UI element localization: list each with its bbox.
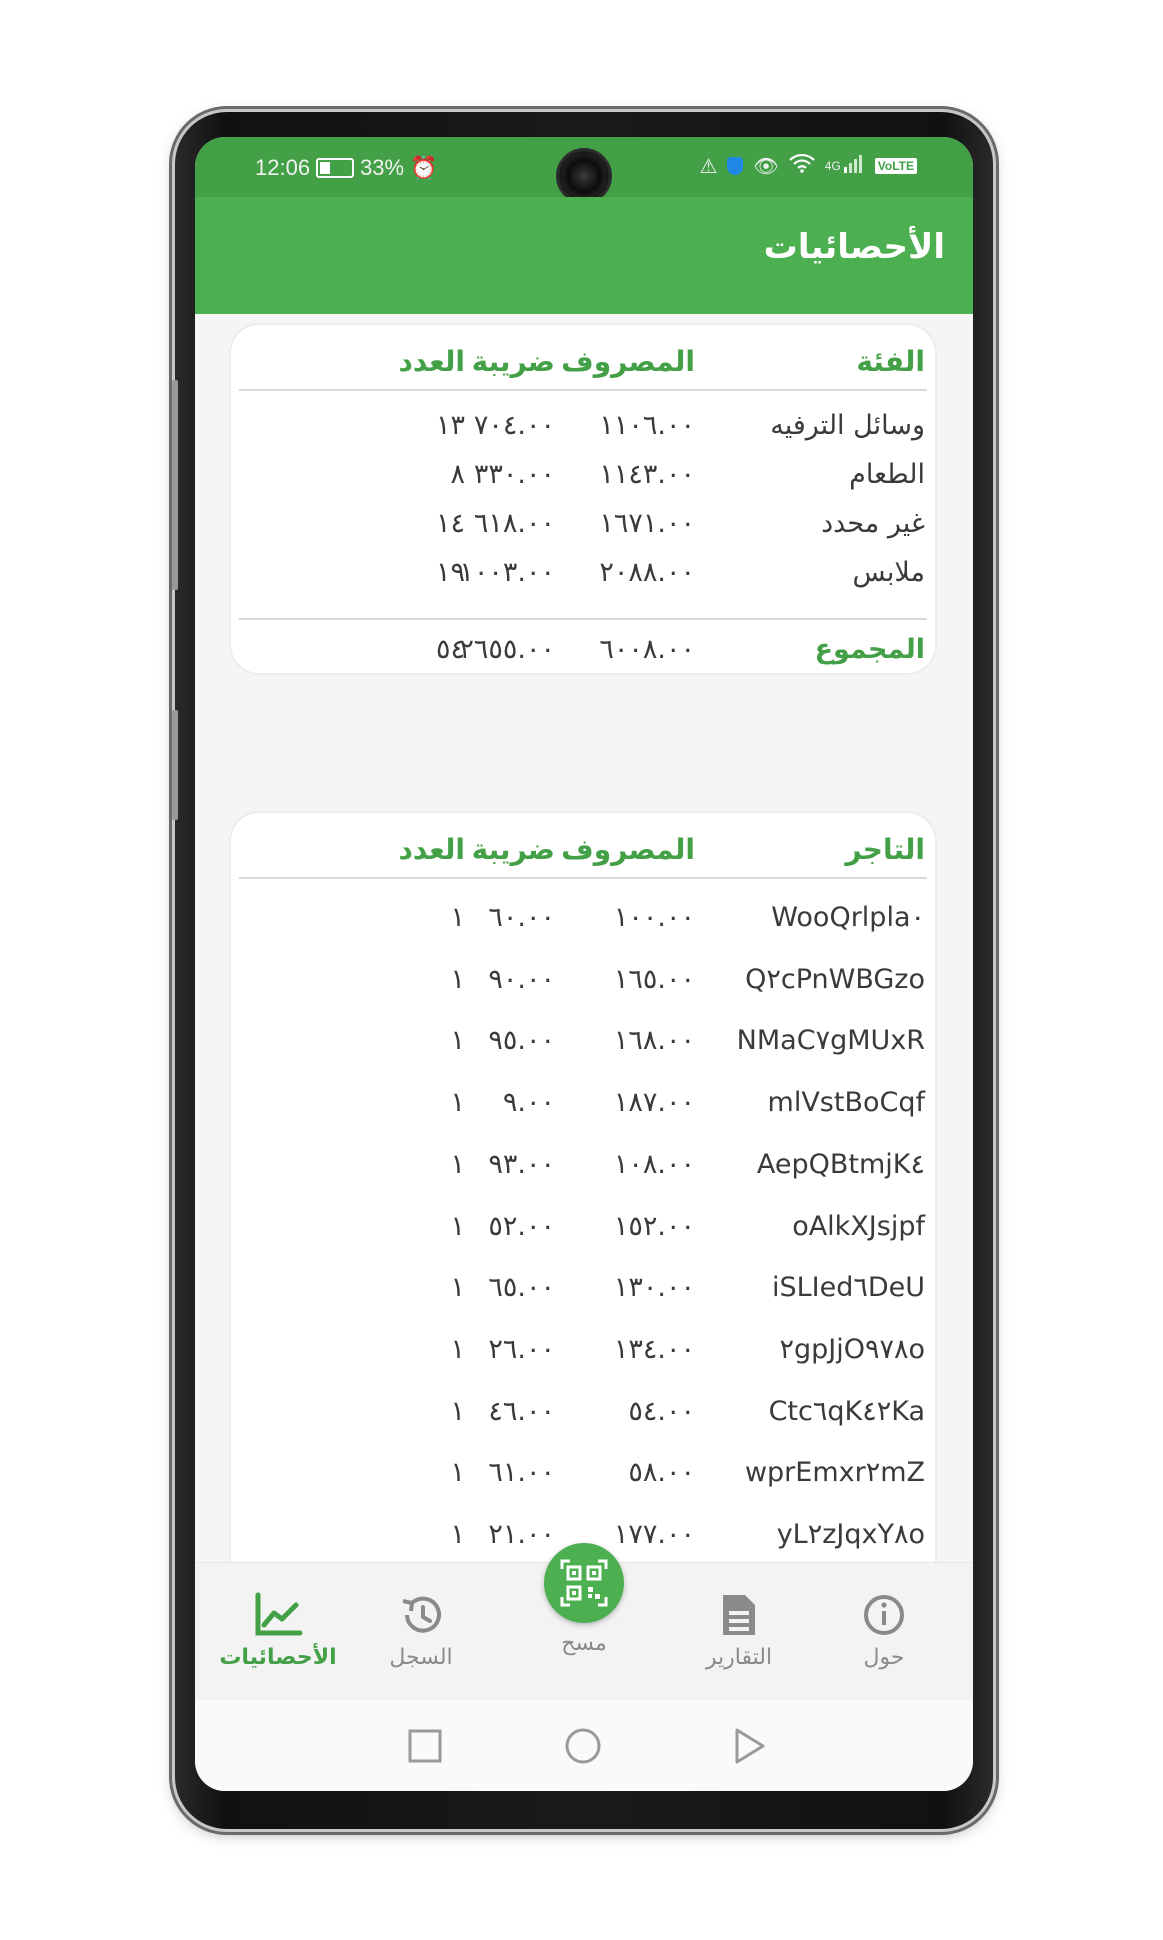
row-tax: ٦٥.٠٠	[488, 1272, 555, 1304]
warning-icon: ⚠	[699, 155, 718, 178]
row-tax: ١٠٠٣.٠٠	[459, 557, 555, 588]
row-name: Ctc٦qK٤٢Ka	[768, 1395, 925, 1427]
nav-label: حول	[863, 1645, 905, 1670]
qr-code-icon	[544, 1543, 624, 1623]
network-type: 4G	[824, 159, 841, 173]
row-name: AepQBtmjK٤	[756, 1148, 925, 1180]
table-row[interactable]	[231, 1263, 935, 1313]
alarm-icon: ⏰	[410, 155, 438, 180]
header-count: العدد	[398, 345, 465, 378]
row-tax: ٦١.٠٠	[488, 1457, 555, 1489]
row-expense: ٥٨.٠٠	[628, 1457, 695, 1489]
table-row[interactable]	[231, 1016, 935, 1066]
signal-icon	[843, 153, 865, 179]
battery-icon	[316, 158, 354, 178]
row-expense: ٥٤.٠٠	[628, 1395, 695, 1427]
row-name: iSLIed٦DeU	[771, 1272, 925, 1304]
row-name: الطعام	[849, 459, 925, 490]
system-nav-bar	[195, 1700, 973, 1791]
battery-level: 33%	[360, 155, 405, 180]
header-tax: ضريبة	[471, 833, 555, 866]
table-row[interactable]	[231, 1202, 935, 1252]
row-count: ١	[450, 902, 465, 933]
nav-reports[interactable]	[674, 1591, 804, 1670]
row-tax: ٩٥.٠٠	[488, 1025, 555, 1057]
row-expense: ١٠٨.٠٠	[613, 1148, 695, 1180]
row-count: ١	[450, 1333, 465, 1365]
volume-button	[172, 380, 178, 590]
row-expense: ١٧٧.٠٠	[613, 1519, 695, 1550]
header-expense: المصروف	[561, 833, 695, 866]
total-tax: ٢٦٥٥.٠٠	[459, 634, 555, 665]
recent-apps-icon[interactable]	[403, 1724, 447, 1768]
row-expense: ١٦٥.٠٠	[613, 963, 695, 995]
nav-label: السجل	[389, 1645, 453, 1670]
row-tax: ٩.٠٠	[502, 1087, 555, 1119]
table-row[interactable]	[231, 1448, 935, 1498]
home-icon[interactable]	[561, 1724, 605, 1768]
row-count: ١٣	[435, 410, 465, 441]
table-row[interactable]	[231, 1078, 935, 1128]
row-expense: ٢٠٨٨.٠٠	[599, 557, 695, 588]
header-count: العدد	[398, 833, 465, 866]
row-tax: ٦١٨.٠٠	[473, 508, 555, 539]
nav-history[interactable]	[356, 1591, 486, 1670]
row-expense: ١٦٨.٠٠	[613, 1025, 695, 1057]
row-expense: ١١٠٦.٠٠	[599, 410, 695, 441]
wifi-icon	[789, 153, 815, 179]
scan-label: مسح	[561, 1631, 607, 1656]
row-expense: ١٣٠.٠٠	[613, 1272, 695, 1304]
header-expense: المصروف	[561, 345, 695, 378]
row-count: ١٤	[435, 508, 465, 539]
front-camera	[559, 151, 609, 201]
row-tax: ٩٠.٠٠	[488, 963, 555, 995]
row-name: wprEmxr٢mZ	[744, 1457, 925, 1489]
category-stats-card	[231, 325, 935, 673]
header-divider	[239, 877, 927, 879]
row-name: ملابس	[852, 557, 925, 588]
history-icon	[397, 1591, 445, 1639]
row-name: NMaC٧gMUxR	[736, 1025, 925, 1057]
table-row[interactable]	[231, 499, 935, 549]
row-count: ١	[450, 1457, 465, 1489]
row-tax: ٢٦.٠٠	[488, 1333, 555, 1365]
row-count: ١	[450, 1025, 465, 1057]
status-right	[699, 153, 917, 179]
table-row[interactable]	[231, 450, 935, 500]
eye-icon: 👁	[753, 155, 779, 178]
row-name: oAlkXJsjpf	[792, 1210, 925, 1242]
row-tax: ٩٣.٠٠	[488, 1148, 555, 1180]
back-icon[interactable]	[727, 1724, 771, 1768]
table-row[interactable]	[231, 955, 935, 1005]
row-name: غير محدد	[821, 508, 925, 539]
total-divider	[239, 618, 927, 620]
table-row[interactable]	[231, 893, 935, 943]
row-count: ١	[450, 1272, 465, 1304]
row-name: وسائل الترفيه	[770, 410, 925, 441]
table-row[interactable]	[231, 401, 935, 451]
row-count: ١	[450, 1395, 465, 1427]
total-count: ٥٤	[435, 634, 465, 665]
row-expense: ١١٤٣.٠٠	[599, 459, 695, 490]
report-icon	[719, 1591, 759, 1639]
chart-icon	[252, 1591, 304, 1639]
row-expense: ١٨٧.٠٠	[613, 1087, 695, 1119]
header-category: الفئة	[856, 345, 925, 378]
row-tax: ٧٠٤.٠٠	[473, 410, 555, 441]
power-button	[172, 710, 178, 820]
nav-about[interactable]	[819, 1591, 949, 1670]
row-tax: ٣٣٠.٠٠	[473, 459, 555, 490]
nav-label: الأحصائيات	[219, 1645, 337, 1670]
row-expense: ١٠٠.٠٠	[613, 902, 695, 933]
row-count: ١	[450, 1210, 465, 1242]
row-expense: ١٣٤.٠٠	[613, 1333, 695, 1365]
status-bar	[195, 137, 973, 197]
row-count: ١	[450, 1148, 465, 1180]
total-row	[231, 625, 935, 673]
table-row[interactable]	[231, 1325, 935, 1375]
app-bar	[195, 197, 973, 314]
info-icon	[860, 1591, 908, 1639]
row-name: WooQrlpla٠	[771, 902, 925, 933]
table-row[interactable]	[231, 548, 935, 598]
row-name: yL٢zJqxY٨o	[776, 1519, 925, 1550]
row-name: Q٢cPnWBGzo	[745, 963, 925, 995]
row-tax: ٤٦.٠٠	[488, 1395, 555, 1427]
status-left	[255, 155, 438, 181]
page-title: الأحصائيات	[763, 227, 945, 267]
row-expense: ١٥٢.٠٠	[613, 1210, 695, 1242]
table-header	[231, 825, 935, 875]
row-count: ١	[450, 963, 465, 995]
total-expense: ٦٠٠٨.٠٠	[599, 634, 695, 665]
header-merchant: التاجر	[845, 833, 925, 866]
screen	[195, 137, 973, 1791]
row-count: ١	[450, 1519, 465, 1550]
row-tax: ٦٠.٠٠	[488, 902, 555, 933]
table-row[interactable]	[231, 1387, 935, 1437]
header-tax: ضريبة	[471, 345, 555, 378]
shield-icon	[727, 157, 743, 175]
total-label: المجموع	[814, 634, 925, 665]
row-expense: ١٦٧١.٠٠	[599, 508, 695, 539]
volte-badge: VoLTE	[875, 158, 917, 174]
table-row[interactable]	[231, 1140, 935, 1190]
row-count: ١	[450, 1087, 465, 1119]
clock: 12:06	[255, 155, 311, 180]
row-tax: ٢١.٠٠	[488, 1519, 555, 1550]
table-header	[231, 337, 935, 387]
row-count: ٨	[450, 459, 465, 490]
row-name: ٢gpJjO٩٧٨o	[779, 1333, 925, 1365]
row-count: ١٩	[435, 557, 465, 588]
nav-label: التقارير	[705, 1645, 773, 1670]
nav-stats[interactable]	[213, 1591, 343, 1670]
scan-button[interactable]	[544, 1543, 624, 1623]
header-divider	[239, 389, 927, 391]
row-name: mlVstBoCqf	[767, 1087, 925, 1119]
row-tax: ٥٢.٠٠	[488, 1210, 555, 1242]
